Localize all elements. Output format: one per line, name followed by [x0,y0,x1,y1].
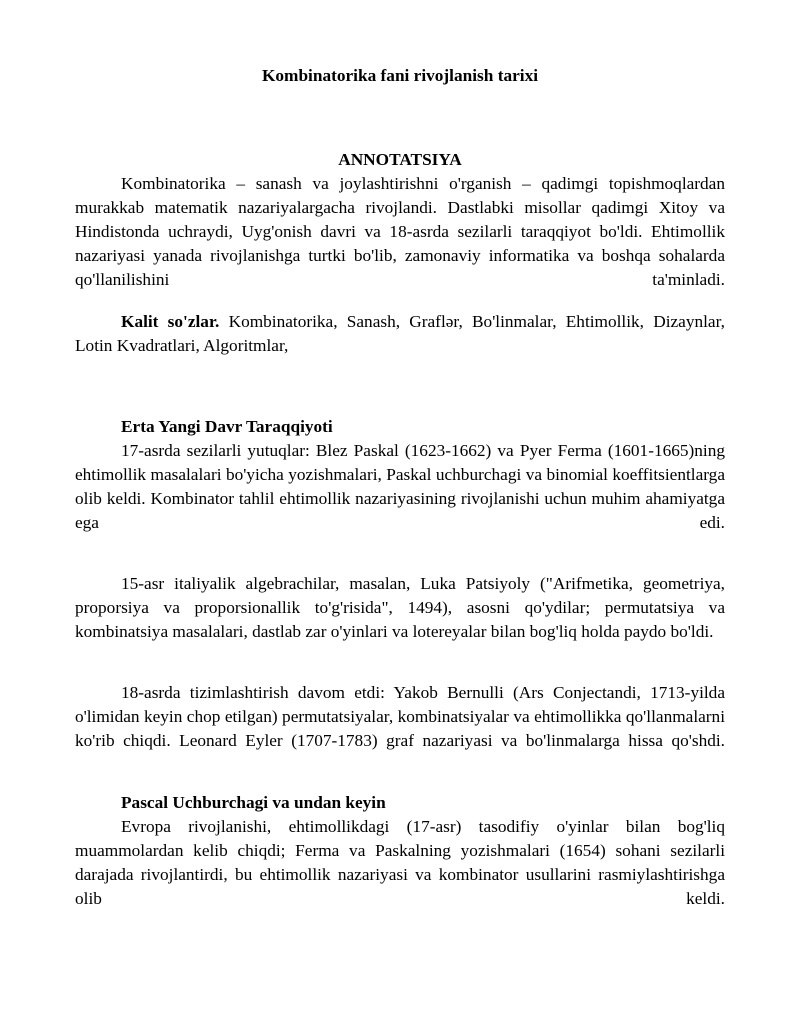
annotation-heading: ANNOTATSIYA [338,150,462,169]
keywords-label: Kalit so'zlar. [121,312,220,331]
section-paragraph: 18-asrda tizimlashtirish davom etdi: Yakob Bernulli (Ars Conjectandi, 1713-yilda o'limidan keyin chop etilgan) permutatsiyalar, kombinatsiyalar va ehtimollikka qo'llanmalarni ko'rib chiqdi. Leonard Eyler (1707-1783) graf nazariyasi va bo'linmalarga hissa qo'shdi. [75,683,725,750]
section-heading: Pascal Uchburchagi va undan keyin [121,793,386,812]
section-heading: Erta Yangi Davr Taraqqiyoti [121,417,333,436]
section-paragraph: 17-asrda sezilarli yutuqlar: Blez Paskal (1623-1662) va Pyer Ferma (1601-1665)ning ehtimollik masalalari bo'yicha yozishmalari, Paskal uchburchagi va binomial koeffitsientlarga olib keldi. Kombinator tahlil ehtimollik nazariyasining rivojlanishi uchun muhim ahamiyatga ega edi. [75,441,725,532]
section-paragraph: Evropa rivojlanishi, ehtimollikdagi (17-asr) tasodifiy o'yinlar bilan bog'liq muammolardan kelib chiqdi; Ferma va Paskalning yozishmalari (1654) sohani sezilarli darajada rivojlantirdi, bu ehtimollik nazariyasi va kombinator usullarini rasmiylashtirishga olib keldi. [75,817,725,908]
annotation-paragraph: Kombinatorika – sanash va joylashtirishni o'rganish – qadimgi topishmoqlardan murakkab matematik nazariyalargacha rivojlandi. Dastlabki misollar qadimgi Xitoy va Hindistonda uchraydi, Uyg'onish davri va 18-asrda sezilarli taraqqiyot bo'ldi. Ehtimollik nazariyasi yanada rivojlanishga turtki bo'lib, zamonaviy informatika va boshqa sohalarda qo'llanilishini ta'minladi. [75,174,725,289]
section-paragraph: 15-asr italiyalik algebrachilar, masalan, Luka Patsiyoly ("Arifmetika, geometriya, proporsiya va proporsionallik to'g'risida", 1494), asosni qo'ydilar; permutatsiya va kombinatsiya masalalari, dastlab zar o'yinlari va lotereyalar bilan bog'liq holda paydo bo'ldi. [75,574,725,641]
keywords-text: Kombinatorika, Sanash, Graflər, Bo'linmalar, Ehtimollik, Dizaynlar, Lotin Kvadratlari, Algoritmlar, [75,312,725,355]
document-title: Kombinatorika fani rivojlanish tarixi [261,66,539,85]
document-page [75,64,725,911]
keywords-paragraph [75,310,725,358]
